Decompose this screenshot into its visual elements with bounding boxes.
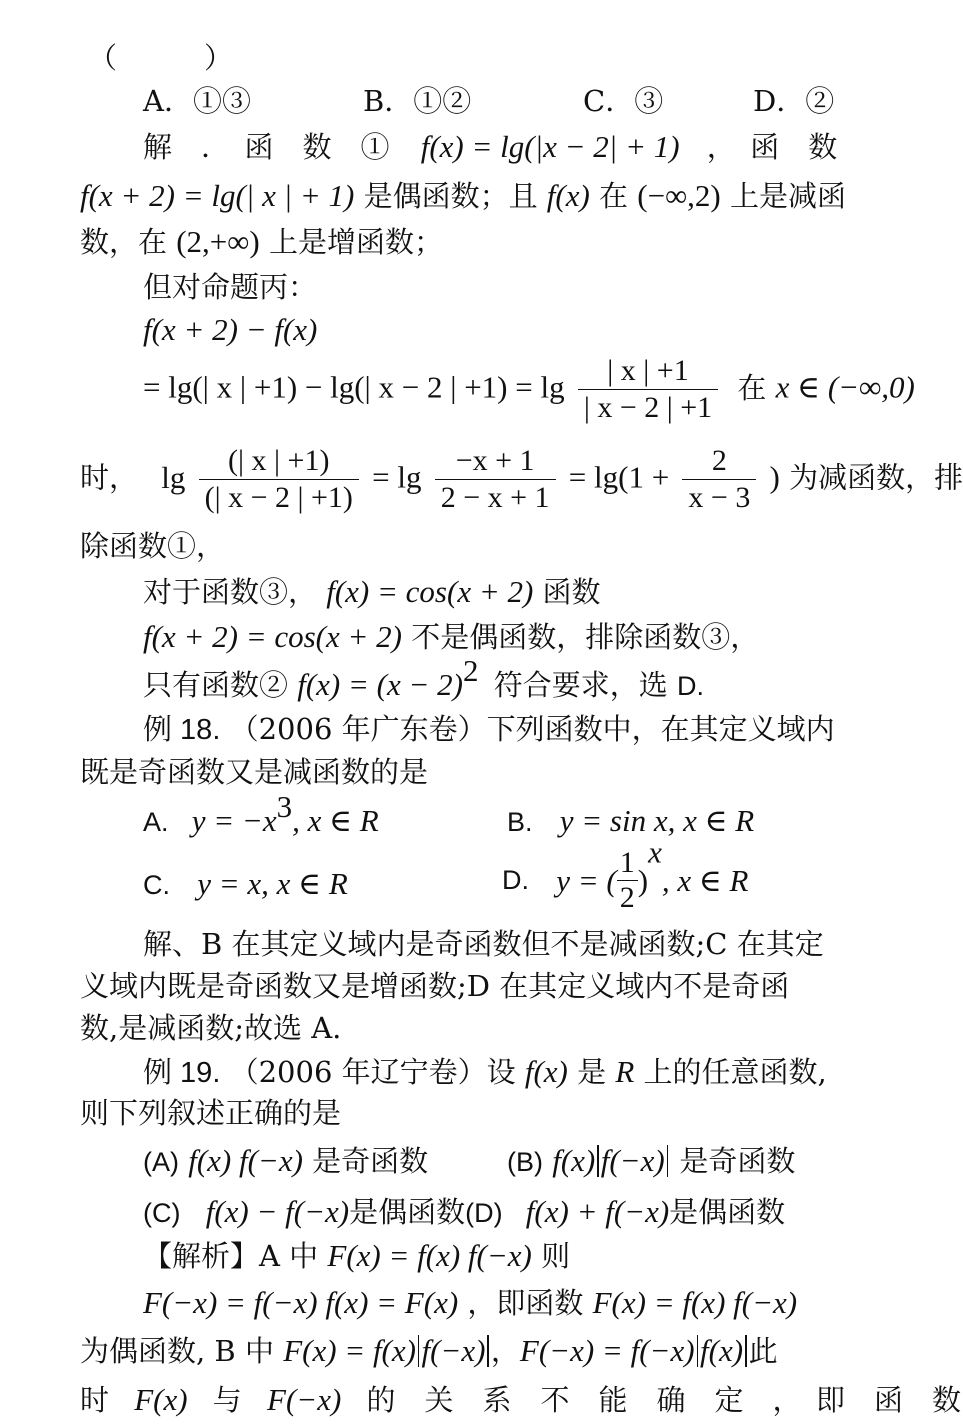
text: 【解析】A 中 — [143, 1239, 319, 1273]
fraction — [682, 446, 756, 513]
formula: R — [615, 1054, 635, 1089]
e18-solution-3: 数,是减函数;故选 A. — [80, 1011, 342, 1045]
text: 只有函数② — [143, 668, 289, 702]
text: 上是减函 — [729, 179, 846, 213]
text: 数，在 — [80, 225, 168, 259]
formula: ) — [769, 459, 780, 495]
e19-analysis-3 — [80, 1335, 778, 1367]
numerator: (| x | +1) — [199, 446, 359, 480]
solution-line-10 — [143, 653, 704, 702]
text: （2006 年广东卷）下列函数中，在其定义域内 — [229, 712, 835, 746]
e18-option-d — [502, 834, 749, 914]
formula: = lg(| x | +1) − lg(| x − 2 | +1) = lg — [143, 369, 565, 405]
text: 的 关 系 不 能 确 定 ， 即 函 数 — [366, 1383, 962, 1417]
formula: f(x) — [524, 1054, 568, 1089]
text: 是奇函数 — [679, 1144, 796, 1178]
text: 为减函数，排 — [789, 460, 963, 495]
formula: f(x + 2) = lg(| x | + 1) — [80, 178, 355, 213]
formula: f(−x) — [421, 1333, 486, 1368]
formula: = lg — [372, 459, 422, 495]
label: C. — [143, 870, 170, 900]
formula: f(x) = (x − 2) — [297, 667, 463, 702]
text: 是 — [577, 1055, 607, 1089]
e18-option-c — [143, 868, 348, 899]
formula: F(−x) = f(−x) f(x) = F(x) — [143, 1285, 459, 1320]
example-number: 例 18. — [143, 714, 221, 746]
formula: y = sin x, x ∈ R — [559, 803, 755, 838]
example-number: 例 19. — [143, 1057, 221, 1089]
text: 解 ． 函 数 ① — [143, 130, 390, 164]
formula: ) — [637, 863, 649, 898]
exponent: 2 — [463, 653, 479, 688]
abs-bar — [745, 1335, 747, 1367]
fraction — [435, 446, 556, 513]
formula: f(x + 2) = cos(x + 2) — [143, 619, 403, 654]
text: ， — [490, 1334, 520, 1368]
formula: F(x) = f(x) f(−x) — [592, 1285, 798, 1320]
formula: f(x) f(−x) — [188, 1143, 303, 1178]
label: D. — [502, 865, 529, 895]
formula: , x ∈ R — [292, 803, 379, 838]
solution-line-8 — [143, 576, 601, 607]
text: 在 — [737, 370, 767, 405]
answer: D. — [676, 671, 704, 701]
numerator: | x | +1 — [578, 356, 718, 390]
numerator: −x + 1 — [435, 446, 556, 480]
text: （2006 年辽宁卷）设 — [229, 1055, 516, 1089]
formula: y = −x — [191, 803, 277, 838]
formula: f(x) = lg(|x − 2| + 1) — [420, 129, 680, 164]
example-18-title — [143, 712, 835, 746]
text: 时， — [80, 460, 139, 495]
formula: f(−x) — [600, 1143, 665, 1178]
solution-line-1 — [143, 131, 837, 162]
e19-option-c — [143, 1196, 785, 1227]
e19-analysis-2 — [143, 1287, 797, 1318]
label: A. — [143, 807, 169, 837]
text: 是偶函数 — [349, 1195, 466, 1229]
fraction — [617, 848, 638, 913]
text: 对于函数③， — [143, 575, 318, 609]
text: 函数 — [542, 575, 601, 609]
formula: f(x) — [552, 1143, 596, 1178]
e19-option-a — [143, 1145, 428, 1176]
formula: f(x) + f(−x) — [525, 1194, 670, 1229]
formula: f(x) = cos(x + 2) — [326, 574, 534, 609]
formula: f(x) − f(−x) — [205, 1194, 350, 1229]
solution-line-3 — [80, 226, 443, 257]
example-19-text: 则下列叙述正确的是 — [80, 1096, 342, 1130]
formula: , x ∈ R — [661, 863, 749, 898]
label: (B) — [507, 1147, 543, 1177]
solution-line-7: 除函数①， — [80, 529, 226, 563]
e18-option-b — [507, 805, 754, 836]
text: 此 — [748, 1334, 778, 1368]
e18-solution-2: 义域内既是奇函数又是增函数;D 在其定义域内不是奇函 — [80, 969, 790, 1003]
text: 是偶函数 — [669, 1195, 786, 1229]
fraction — [199, 446, 359, 513]
numerator: 1 — [617, 848, 638, 881]
formula: x ∈ (−∞,0) — [775, 369, 915, 405]
formula: = lg(1 + — [568, 459, 670, 495]
example-19-title — [143, 1056, 827, 1088]
abs-bar — [487, 1335, 489, 1367]
fraction — [578, 356, 718, 423]
formula: f(x) — [700, 1333, 744, 1368]
e18-solution-1: 解、B 在其定义域内是奇函数但不是减函数;C 在其定 — [143, 927, 824, 961]
text: 是奇函数 — [312, 1144, 429, 1178]
solution-line-5 — [143, 356, 915, 423]
solution-line-6 — [80, 446, 963, 513]
e18-option-a — [143, 789, 379, 838]
option-d: D．② — [753, 84, 835, 118]
text: ， 函 数 — [706, 130, 838, 164]
text: 时 — [80, 1383, 110, 1417]
formula: F(x) = f(x) — [283, 1333, 416, 1368]
example-18-text: 既是奇函数又是减函数的是 — [80, 755, 429, 789]
text: 在 — [599, 179, 629, 213]
formula: F(−x) = f(−x) — [519, 1333, 695, 1368]
formula-line: f(x + 2) − f(x) — [143, 312, 318, 347]
text: ，即函数 — [467, 1286, 584, 1320]
formula: F(x) = f(x) f(−x) — [327, 1238, 532, 1273]
text: 为偶函数, B 中 — [80, 1334, 274, 1368]
formula: F(x) — [134, 1382, 188, 1417]
denominator: | x − 2 | +1 — [583, 391, 713, 424]
formula: lg — [161, 459, 186, 495]
denominator: 2 — [619, 881, 635, 914]
text: 上的任意函数, — [643, 1055, 827, 1089]
exponent: 3 — [276, 789, 293, 824]
e19-analysis-4 — [80, 1384, 961, 1415]
text: 符合要求，选 — [493, 668, 668, 702]
abs-bar — [667, 1145, 669, 1177]
text: 与 — [212, 1383, 242, 1417]
abs-bar — [597, 1145, 599, 1177]
label: B. — [507, 807, 533, 837]
label: (A) — [143, 1147, 179, 1177]
numerator: 2 — [682, 446, 756, 480]
formula: y = ( — [556, 863, 617, 898]
abs-bar — [418, 1335, 420, 1367]
solution-line-4: 但对命题丙： — [143, 270, 318, 304]
option-a: A．①③ — [143, 84, 251, 118]
label: (C) — [143, 1198, 181, 1228]
option-c: C．③ — [583, 84, 664, 118]
label: (D) — [465, 1198, 503, 1228]
formula: (−∞,2) — [637, 178, 721, 213]
text: 不是偶函数，排除函数③， — [411, 620, 760, 654]
text: 上是增函数； — [268, 225, 443, 259]
e19-option-b — [507, 1145, 795, 1177]
denominator: 2 − x + 1 — [440, 481, 550, 514]
exponent: x — [648, 834, 662, 870]
abs-bar — [697, 1335, 699, 1367]
solution-line-2 — [80, 180, 846, 211]
formula: y = x, x ∈ R — [197, 866, 348, 901]
answer-bracket: （ ） — [88, 41, 234, 75]
denominator: (| x − 2 | +1) — [204, 481, 353, 514]
e19-analysis-1 — [143, 1240, 570, 1271]
denominator: x − 3 — [688, 481, 751, 514]
solution-line-9 — [143, 621, 759, 652]
formula: (2,+∞) — [176, 224, 260, 259]
text: 是偶函数；且 — [363, 179, 538, 213]
option-b: B．①② — [363, 84, 472, 118]
formula: F(−x) — [267, 1382, 342, 1417]
text: 则 — [541, 1239, 571, 1273]
formula: f(x) — [546, 178, 590, 213]
